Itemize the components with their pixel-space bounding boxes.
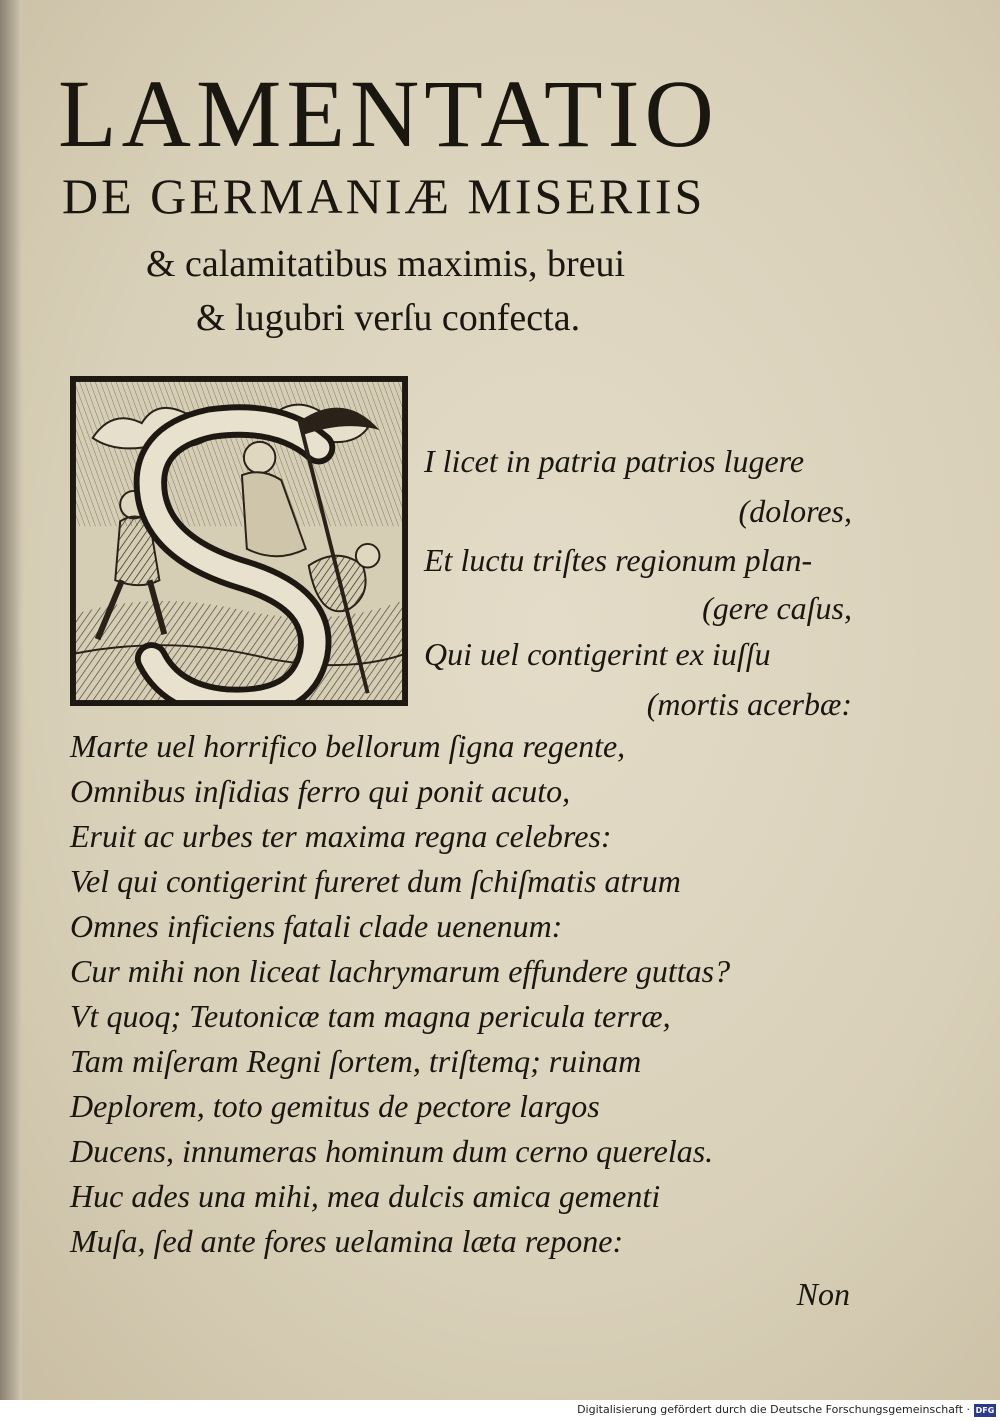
verse-line-13: Vt quoq; Teutonicæ tam magna pericula terræ, — [70, 998, 671, 1034]
binding-gutter — [0, 0, 22, 1400]
verse-line-6: (mortis acerbæ: — [646, 686, 852, 722]
funding-credit: Digitalisierung gefördert durch die Deutsche Forschungsgemeinschaft · — [577, 1403, 970, 1416]
verse-line-14: Tam miſeram Regni ſortem, triſtemq; ruinam — [70, 1043, 642, 1079]
dfg-logo-icon: DFG — [975, 1406, 995, 1415]
verse-line-7: Marte uel horrifico bellorum ſigna regente, — [70, 728, 626, 764]
verse-line-9: Eruit ac urbes ter maxima regna celebres: — [70, 818, 612, 854]
verse-line-2: (dolores, — [738, 493, 852, 529]
title-subtitle: DE GERMANIÆ MISERIIS — [62, 168, 706, 224]
verse-line-4: (gere caſus, — [702, 590, 852, 626]
verse-line-16: Ducens, innumeras hominum dum cerno querelas. — [70, 1133, 714, 1169]
title-main: LAMENTATIO — [58, 60, 719, 167]
woodcut-initial — [70, 376, 408, 706]
verse-line-1: I licet in patria patrios lugere — [424, 443, 805, 479]
verse-line-10: Vel qui contigerint fureret dum ſchiſmatis atrum — [70, 863, 681, 899]
verse-line-12: Cur mihi non liceat lachrymarum effundere guttas? — [70, 953, 731, 989]
verse-line-18: Muſa, ſed ante fores uelamina læta repone: — [70, 1223, 624, 1259]
verse-line-17: Huc ades una mihi, mea dulcis amica gementi — [70, 1178, 661, 1214]
verse-line-5: Qui uel contigerint ex iuſſu — [424, 636, 771, 672]
verse-line-8: Omnibus inſidias ferro qui ponit acuto, — [70, 773, 571, 809]
catchword: Non — [796, 1276, 850, 1312]
title-line-1: & calamitatibus maximis, breui — [146, 243, 626, 285]
verse-line-15: Deplorem, toto gemitus de pectore largos — [70, 1088, 600, 1124]
verse-line-11: Omnes inficiens fatali clade uenenum: — [70, 908, 563, 944]
verse-line-3: Et luctu triſtes regionum plan- — [424, 542, 813, 578]
woodcut-illustration-icon — [73, 379, 405, 703]
title-line-2: & lugubri verſu confecta. — [196, 297, 581, 339]
